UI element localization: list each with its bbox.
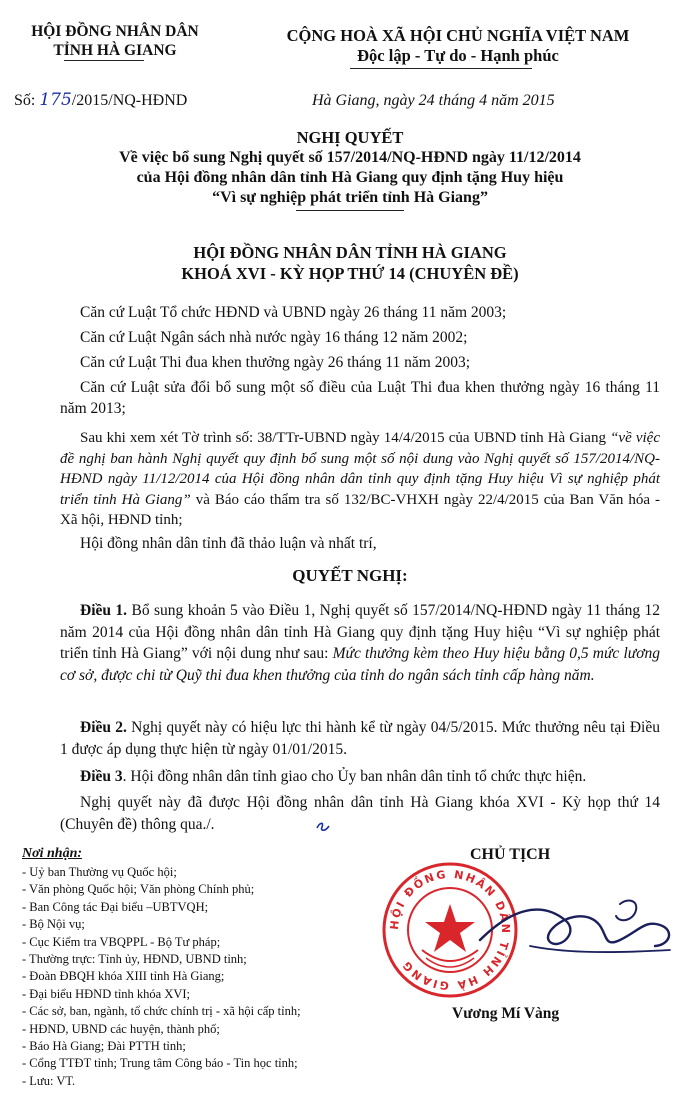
document-type: NGHỊ QUYẾT xyxy=(296,128,404,147)
number-suffix: /2015/NQ-HĐND xyxy=(71,92,188,109)
recipient-item: - Văn phòng Quốc hội; Văn phòng Chính phủ; xyxy=(22,882,255,897)
handwritten-mark-icon xyxy=(315,820,331,834)
preamble-5-c: và Báo cáo thẩm tra số 132/BC-VHXH ngày 22/4/2015 của Ban Văn hóa - Xã hội, HĐND tỉnh; xyxy=(60,491,660,528)
recipients-list xyxy=(22,864,382,1090)
preamble-5-a: Sau khi xem xét Tờ trình số: 38/TTr-UBND ngày 14/4/2015 của UBND tỉnh Hà Giang xyxy=(80,430,611,446)
handwritten-number: 175 xyxy=(39,90,72,110)
seal-ring-text: HỘI ĐỒNG NHÂN DÂN TỈNH HÀ GIANG xyxy=(387,867,513,993)
recipient-item: - HĐND, UBND các huyện, thành phố; xyxy=(22,1021,220,1036)
recipient-item: - Cục Kiểm tra VBQPPL - Bộ Tư pháp; xyxy=(22,934,221,949)
article-3-label: Điều 3 xyxy=(80,768,123,785)
council-heading xyxy=(40,242,660,284)
signer-position: CHỦ TỊCH xyxy=(470,846,551,863)
nation-name: CỘNG HOÀ XÃ HỘI CHỦ NGHĨA VIỆT NAM xyxy=(286,26,630,45)
recipient-item: - Báo Hà Giang; Đài PTTH tỉnh; xyxy=(22,1039,186,1054)
preamble-4: Căn cứ Luật sửa đổi bổ sung một số điều của Luật Thi đua khen thưởng ngày 16 tháng 11 năm 2013; xyxy=(60,379,660,417)
issuing-org-line1: HỘI ĐỒNG NHÂN DÂN xyxy=(31,23,199,40)
preamble-2: Căn cứ Luật Ngân sách nhà nước ngày 16 tháng 12 năm 2002; xyxy=(80,329,468,346)
recipient-item: - Các sở, ban, ngành, tổ chức chính trị - xã hội cấp tỉnh; xyxy=(22,1004,301,1019)
motto-underline xyxy=(350,68,532,69)
org-underline xyxy=(64,60,144,61)
article-1-text: Bổ sung khoản 5 vào Điều 1, Nghị quyết số 157/2014/NQ-HĐND ngày 11 tháng 12 năm 2014 của Hội đồng nhân dân tỉnh Hà Giang quy định tặng Huy hiệu “Vì sự nghiệp phát triển tỉnh Hà Giang” với nội dung như sau: xyxy=(60,602,661,662)
recipient-item: - Uỷ ban Thường vụ Quốc hội; xyxy=(22,865,177,879)
closing-statement: Nghị quyết này đã được Hội đồng nhân dân tỉnh Hà Giang khóa XVI - Kỳ họp thứ 14 (Chuyên đề) thông qua./. xyxy=(60,794,660,833)
recipient-item: - Đại biểu HĐND tỉnh khóa XVI; xyxy=(22,986,191,1001)
recipient-item: - Thường trực: Tỉnh ủy, HĐND, UBND tỉnh; xyxy=(22,952,247,967)
place-date: Hà Giang, ngày 24 tháng 4 năm 2015 xyxy=(312,92,555,109)
motto: Độc lập - Tự do - Hạnh phúc xyxy=(357,46,559,65)
article-1-label: Điều 1. xyxy=(80,602,128,619)
recipient-item: - Đoàn ĐBQH khóa XIII tỉnh Hà Giang; xyxy=(22,969,225,984)
preamble-3: Căn cứ Luật Thi đua khen thưởng ngày 26 tháng 11 năm 2003; xyxy=(80,354,471,371)
document-number xyxy=(14,90,187,110)
resolution-title xyxy=(40,128,660,208)
article-2 xyxy=(60,717,660,760)
recipient-item: - Bộ Nội vụ; xyxy=(22,917,85,932)
article-2-label: Điều 2. xyxy=(80,719,127,736)
article-2-text: Nghị quyết này có hiệu lực thi hành kể từ ngày 04/5/2015. Mức thưởng nêu tại Điều 1 được áp dụng thực hiện từ ngày 01/01/2015. xyxy=(60,719,660,758)
signer-name: Vương Mí Vàng xyxy=(452,1005,560,1022)
preamble-6: Hội đồng nhân dân tỉnh đã thảo luận và nhất trí, xyxy=(80,535,377,552)
title-line2: của Hội đồng nhân dân tỉnh Hà Giang quy định tặng Huy hiệu xyxy=(136,169,564,186)
recipient-item: - Lưu: VT. xyxy=(22,1073,76,1088)
preamble-5 xyxy=(60,428,660,531)
number-prefix: Số: xyxy=(14,92,40,109)
article-3-text: . Hội đồng nhân dân tỉnh giao cho Ủy ban nhân dân tỉnh tổ chức thực hiện. xyxy=(122,768,587,785)
decision-heading: QUYẾT NGHỊ: xyxy=(292,566,408,585)
title-underline xyxy=(296,210,404,211)
council-line2: KHOÁ XVI - KỲ HỌP THỨ 14 (CHUYÊN ĐỀ) xyxy=(181,264,519,283)
recipients-title: Nơi nhận: xyxy=(22,846,83,861)
article-3 xyxy=(60,766,660,787)
preamble-1: Căn cứ Luật Tổ chức HĐND và UBND ngày 26 tháng 11 năm 2003; xyxy=(80,304,507,321)
article-1 xyxy=(60,600,660,686)
council-line1: HỘI ĐỒNG NHÂN DÂN TỈNH HÀ GIANG xyxy=(193,243,507,262)
handwritten-signature-icon xyxy=(470,880,690,980)
title-line3: “Vì sự nghiệp phát triển tỉnh Hà Giang” xyxy=(212,189,488,206)
recipient-item: - Ban Công tác Đại biểu –UBTVQH; xyxy=(22,899,209,914)
preamble-5-b: “về việc đề nghị ban hành Nghị quyết quy định bổ sung một số nội dung vào Nghị quyết số 157/2014/NQ-HĐND ngày 11/12/2014 của Hội đồng nhân dân tỉnh quy định tặng Huy hiệu Vì sự nghiệp phát triển tỉnh Hà Giang” xyxy=(60,430,660,508)
title-line1: Về việc bổ sung Nghị quyết số 157/2014/NQ-HĐND ngày 11/12/2014 xyxy=(119,149,581,166)
article-1-italic: Mức thưởng kèm theo Huy hiệu bằng 0,5 mức lương cơ sở, được chi từ Quỹ thi đua khen thưởng của tỉnh do ngân sách tỉnh cấp hàng năm. xyxy=(60,645,660,684)
issuing-org-line2: TỈNH HÀ GIANG xyxy=(53,42,177,59)
recipient-item: - Cổng TTĐT tỉnh; Trung tâm Công báo - Tin học tỉnh; xyxy=(22,1056,298,1071)
issuing-org xyxy=(10,22,220,60)
national-motto xyxy=(248,26,668,66)
